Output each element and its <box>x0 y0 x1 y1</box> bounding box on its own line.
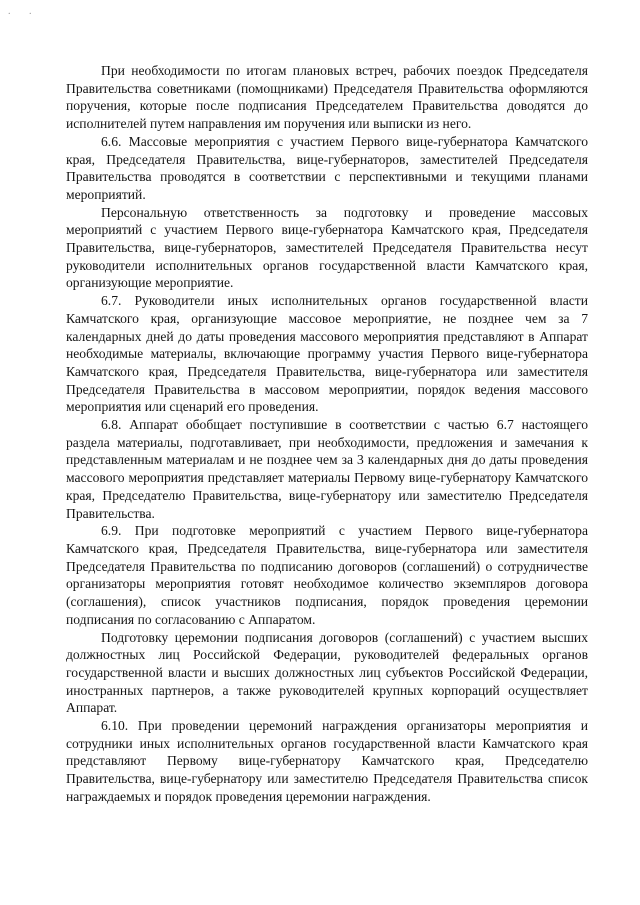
paragraph-signing-ceremony: Подготовку церемонии подписания договоров (соглашений) с участием высших должностных лиц Российской Федерации, руководителей федеральных органов государственной власти и высших должностных лиц субъектов Российской Федерации, иностранных партнеров, а также руководителей крупных корпораций осуществляет Аппарат. <box>66 629 588 716</box>
document-body <box>66 62 588 806</box>
paragraph-6-8: 6.8. Аппарат обобщает поступившие в соответствии с частью 6.7 настоящего раздела материалы, подготавливает, при необходимости, предложения и замечания к представленным материалам и не позднее чем за 3 календарных дня до даты проведения массового мероприятия представляет материалы Первому вице-губернатору Камчатского края, Председателю Правительства, вице-губернатору или заместителю Председателя Правительства. <box>66 417 588 521</box>
paragraph-6-7: 6.7. Руководители иных исполнительных органов государственной власти Камчатского края, организующие массовое мероприятие, не позднее чем за 7 календарных дней до даты проведения массового мероприятия представляют в Аппарат необходимые материалы, включающие программу участия Первого вице-губернатора Камчатского края, Председателя Правительства, вице-губернатора или заместителя Председателя Правительства в массовом мероприятии, порядок ведения массового мероприятия или сценарий его проведения. <box>66 293 588 415</box>
paragraph-6-6: 6.6. Массовые мероприятия с участием Первого вице-губернатора Камчатского края, Председателя Правительства, вице-губернаторов, заместителей Председателя Правительства проводятся в соответствии с перспективными и текущими планами мероприятий. <box>66 133 588 202</box>
paragraph-responsibility: Персональную ответственность за подготовку и проведение массовых мероприятий с участием Первого вице-губернатора Камчатского края, Председателя Правительства, вице-губернаторов, заместителей Председателя Правительства несут руководители исполнительных органов государственной власти Камчатского края, организующие мероприятие. <box>66 204 588 291</box>
paragraph-6-10: 6.10. При проведении церемоний награждения организаторы мероприятия и сотрудники иных исполнительных органов государственной власти Камчатского края представляют Первому вице-губернатору Камчатского края, Председателю Правительства, вице-губернатору или заместителю Председателя Правительства список награждаемых и порядок проведения церемонии награждения. <box>66 718 588 804</box>
paragraph-6-9: 6.9. При подготовке мероприятий с участием Первого вице-губернатора Камчатского края, Председателя Правительства, вице-губернатора или заместителя Председателя Правительства по подписанию договоров (соглашений) о сотрудничестве организаторы мероприятия готовят необходимое количество экземпляров договора (соглашения), список участников подписания, порядок проведения церемонии подписания по согласованию с Аппаратом. <box>66 523 588 627</box>
paragraph-orders-after-meetings: При необходимости по итогам плановых встреч, рабочих поездок Председателя Правительства советниками (помощниками) Председателя Правительства оформляются поручения, которые после подписания Председателем Правительства доводятся до исполнителей путем направления им поручения или выписки из него. <box>66 63 588 132</box>
scan-corner-mark: . . <box>8 6 40 17</box>
